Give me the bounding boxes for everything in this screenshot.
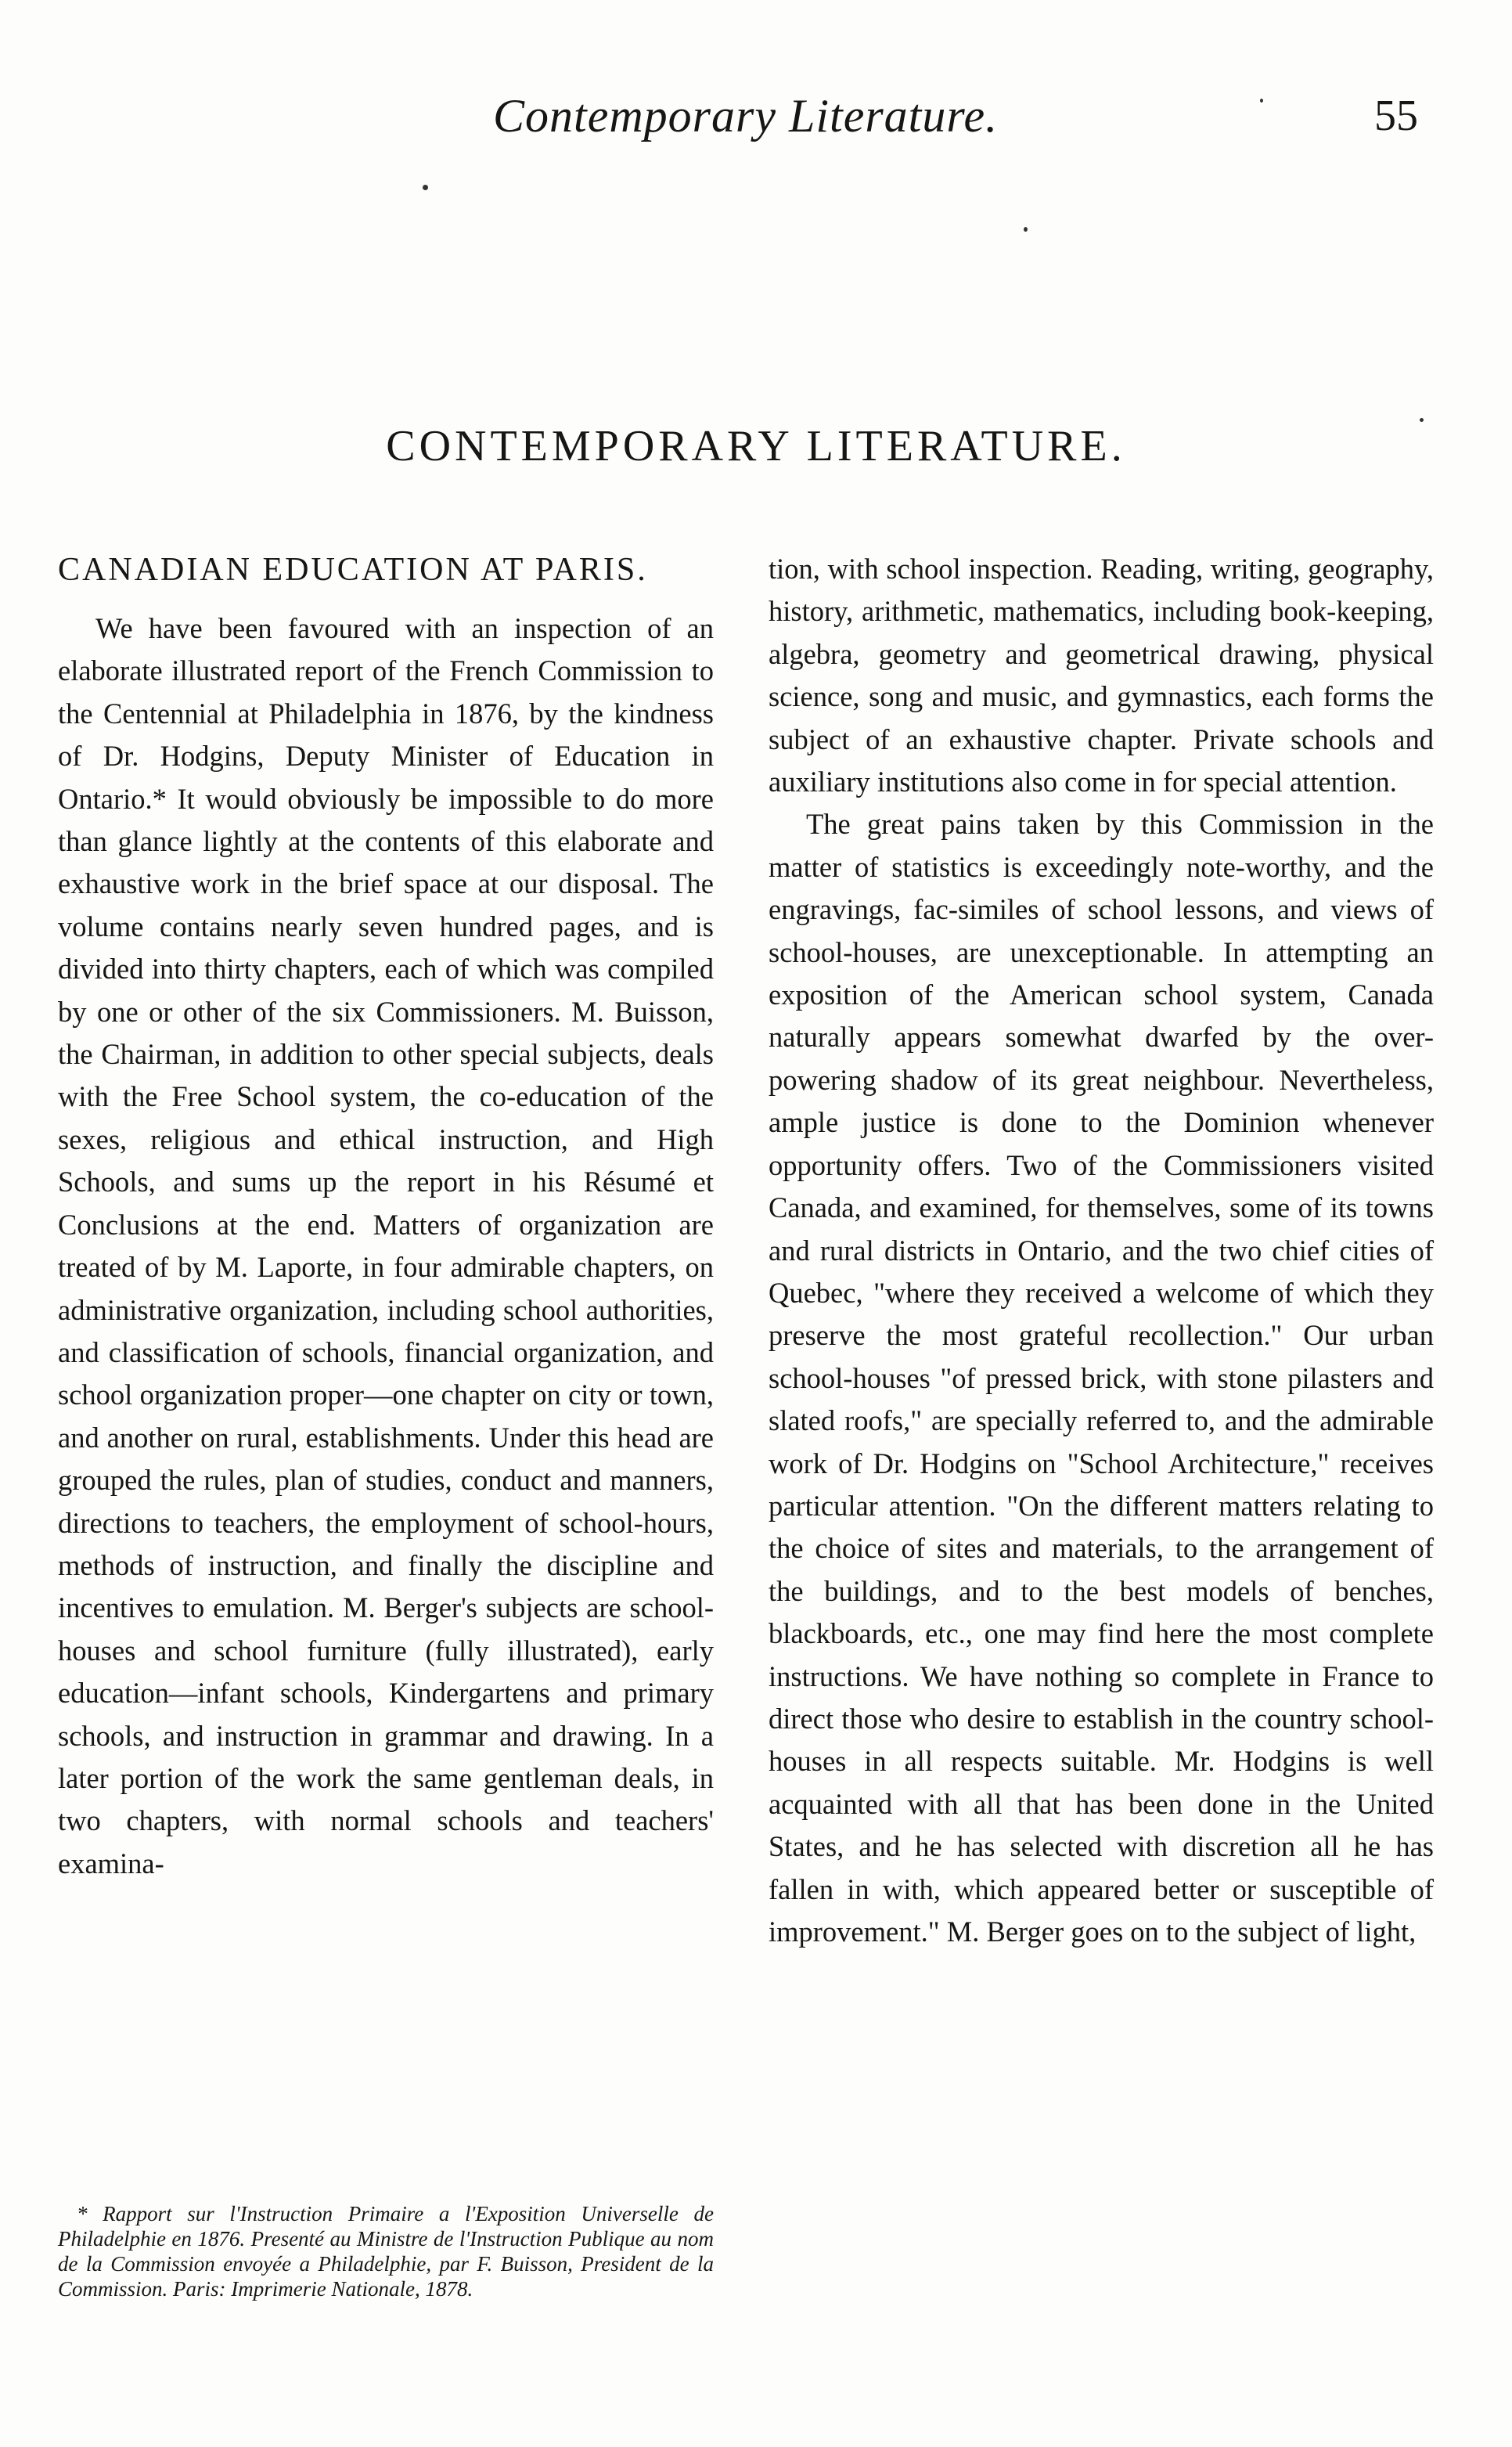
left-column xyxy=(58,548,714,1885)
body-paragraph-continued: tion, with school inspection. Reading, writing, geography, history, arithmetic, mathematics, including book-keeping, algebra, geometry and geometrical drawing, physical science, song and music, and gymnastics, each forms the subject of an exhaustive chapter. Private schools and auxiliary institutions also come in for special attention. xyxy=(769,553,1434,798)
body-paragraph: We have been favoured with an inspection of an elaborate illustrated report of the French Commission to the Centennial at Philadelphia in 1876, by the kindness of Dr. Hodgins, Deputy Minister of Education in Ontario.* It would obviously be impossible to do more than glance lightly at the contents of this elaborate and exhaustive work in the brief space at our disposal. The volume contains nearly seven hundred pages, and is divided into thirty chapters, each of which was compiled by one or other of the six Commissioners. M. Buisson, the Chairman, in addition to other special subjects, deals with the Free School system, the co-education of the sexes, religious and ethical instruction, and High Schools, and sums up the report in his Résumé et Conclusions at the end. Matters of organization are treated of by M. Laporte, in four admirable chapters, on administrative organization, including school authorities, and classification of schools, financial organization, and school organization proper—one chapter on city or town, and another on rural, establishments. Under this head are grouped the rules, plan of studies, conduct and manners, directions to teachers, the employment of school-hours, methods of instruction, and finally the discipline and incentives to emulation. M. Berger's subjects are school-houses and school furniture (fully illustrated), early education—infant schools, Kindergartens and primary schools, and instruction in grammar and drawing. In a later portion of the work the same gentleman deals, in two chapters, with normal schools and teachers' examina- xyxy=(58,612,714,1879)
page-number: 55 xyxy=(1374,92,1418,140)
footnote: * Rapport sur l'Instruction Primaire a l'Exposition Universelle de Philadelphie en 1876. Presenté au Ministre de l'Instruction Publique au nom de la Commission envoyée a Philadelphie, par F. Buisson, President de la Commission. Paris: Imprimerie Nationale, 1878. xyxy=(58,2202,714,2301)
article-heading: CANADIAN EDUCATION AT PARIS. xyxy=(58,552,648,588)
scan-speck xyxy=(1024,227,1028,232)
running-head xyxy=(0,85,1512,155)
section-title: CONTEMPORARY LITERATURE. xyxy=(386,422,1126,470)
body-paragraph: The great pains taken by this Commission in the matter of statistics is exceedingly note-worthy, and the engravings, fac-similes of school lessons, and views of school-houses, are unexceptionable. In attempting an exposition of the American school system, Canada naturally appears somewhat dwarfed by the over-powering shadow of its great neighbour. Nevertheless, ample justice is done to the Dominion whenever opportunity offers. Two of the Commissioners visited Canada, and examined, for themselves, some of its towns and rural districts in Ontario, and the two chief cities of Quebec, "where they received a welcome of which they preserve the most grateful recollection." Our urban school-houses "of pressed brick, with stone pilasters and slated roofs," are specially referred to, and the admirable work of Dr. Hodgins on "School Architecture," receives particular attention. "On the different matters relating to the choice of sites and materials, to the arrangement of the buildings, and to the best models of benches, blackboards, etc., one may find here the most complete instructions. We have nothing so complete in France to direct those who desire to establish in the country school-houses in all respects suitable. Mr. Hodgins is well acquainted with all that has been done in the United States, and he has selected with discretion all he has fallen in with, which appeared better or susceptible of improvement." M. Berger goes on to the subject of light, xyxy=(769,808,1434,1948)
scan-speck xyxy=(423,185,428,190)
scan-speck xyxy=(1260,99,1263,103)
running-title: Contemporary Literature. xyxy=(493,90,999,142)
right-column xyxy=(769,548,1434,1953)
scan-speck xyxy=(1420,418,1424,422)
